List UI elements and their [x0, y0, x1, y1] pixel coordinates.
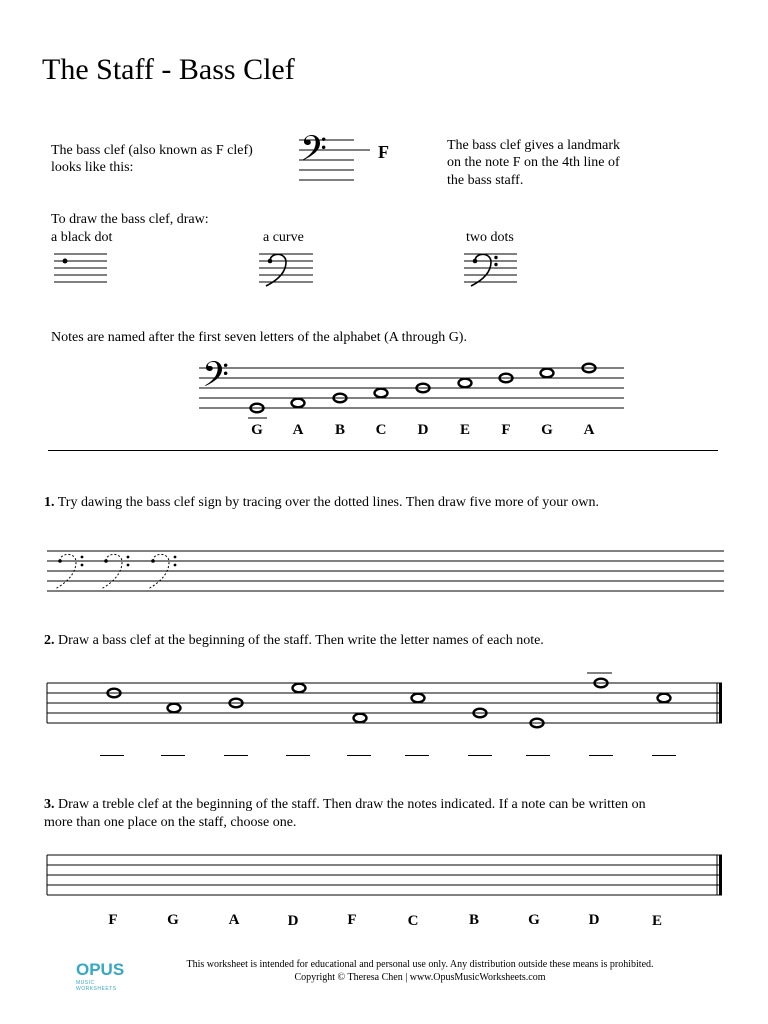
- note-name-2: A: [292, 422, 304, 438]
- exercise-1-text: Try dawing the bass clef sign by tracing over the dotted lines. Then draw five more of your own.: [57, 495, 599, 510]
- intro-left-line1: The bass clef (also known as F clef): [51, 143, 253, 158]
- opus-logo-text: OPUS: [76, 960, 125, 979]
- draw-step-3-label: two dots: [466, 230, 514, 245]
- footer-copyright: Copyright © Theresa Chen | www.OpusMusicWorksheets.com: [294, 972, 546, 983]
- notes-intro-text: Notes are named after the first seven letters of the alphabet (A through G).: [51, 330, 467, 345]
- exercise-3-letter-7: B: [468, 912, 479, 928]
- footer-disclaimer: This worksheet is intended for educational and personal use only. Any distribution outside these means is prohibited.: [186, 959, 654, 970]
- note-name-6: E: [459, 422, 470, 438]
- note-name-8: G: [541, 422, 553, 438]
- draw-step-2-label: a curve: [263, 230, 304, 245]
- exercise-3-letter-10: E: [651, 913, 662, 929]
- exercise-3-text-line2: more than one place on the staff, choose one.: [44, 815, 297, 830]
- bass-clef-icon: 𝄢: [202, 354, 230, 403]
- intro-right-line1: The bass clef gives a landmark: [447, 138, 620, 153]
- exercise-3-number: 3.: [44, 797, 55, 812]
- note-name-4: C: [375, 422, 387, 438]
- exercise-3-letter-1: F: [108, 912, 118, 928]
- exercise-3-text-line1: Draw a treble clef at the beginning of the staff. Then draw the notes indicated. If a note can be written on: [58, 797, 646, 812]
- page-title: The Staff - Bass Clef: [42, 53, 295, 86]
- note-name-5: D: [417, 422, 429, 438]
- note-name-7: F: [501, 422, 511, 438]
- intro-right-line2: on the note F on the 4th line of: [447, 155, 620, 170]
- exercise-3-letter-2: G: [167, 912, 179, 928]
- exercise-2-text: Draw a bass clef at the beginning of the staff. Then write the letter names of each note.: [58, 633, 544, 648]
- note-name-1: G: [251, 422, 263, 438]
- exercise-3-letter-4: D: [287, 913, 299, 929]
- exercise-3-letter-8: G: [528, 912, 540, 928]
- note-name-3: B: [334, 422, 345, 438]
- draw-step-1-label: a black dot: [51, 230, 113, 245]
- exercise-2-number: 2.: [44, 633, 55, 648]
- note-name-9: A: [583, 422, 595, 438]
- draw-steps-heading: To draw the bass clef, draw:: [51, 212, 209, 227]
- intro-right-line3: the bass staff.: [447, 173, 524, 188]
- exercise-1-number: 1.: [44, 495, 55, 510]
- exercise-3-letter-6: C: [407, 913, 419, 929]
- opus-logo-subtext: MUSIC WORKSHEETS: [76, 980, 117, 992]
- exercise-3-letter-5: F: [347, 912, 357, 928]
- f-note-label: F: [378, 142, 389, 162]
- bass-clef-icon: 𝄢: [300, 128, 328, 177]
- exercise-3-letter-3: A: [228, 912, 240, 928]
- opus-logo: [76, 960, 136, 990]
- intro-left-line2: looks like this:: [51, 160, 134, 175]
- exercise-3-letter-9: D: [588, 912, 600, 928]
